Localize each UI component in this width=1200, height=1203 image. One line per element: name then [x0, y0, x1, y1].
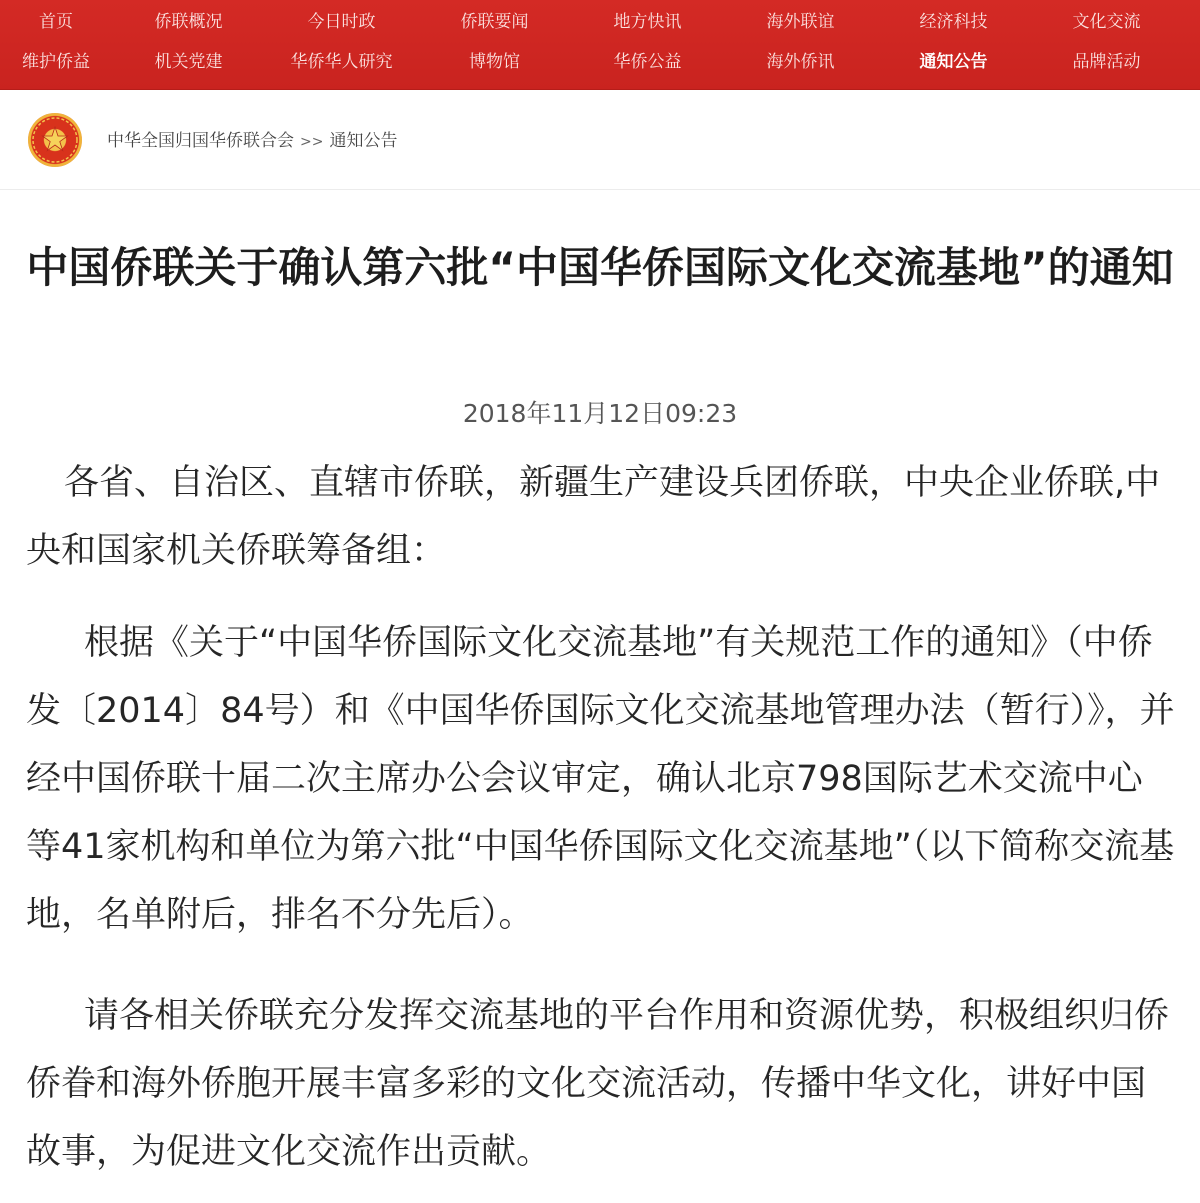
breadcrumb-current-link[interactable]: 通知公告 — [329, 131, 398, 151]
article-title: 中国侨联关于确认第六批“中国华侨国际文化交流基地”的通知 — [26, 243, 1174, 292]
top-navigation — [0, 0, 1200, 90]
nav-item-party-building[interactable]: 机关党建 — [154, 52, 223, 72]
nav-item-overseas-news[interactable]: 海外侨讯 — [766, 52, 835, 72]
nav-item-overview[interactable]: 侨联概况 — [154, 12, 223, 32]
nav-item-notices[interactable]: 通知公告 — [919, 52, 988, 72]
breadcrumb-home-link[interactable]: 中华全国归国华侨联合会 — [107, 131, 294, 151]
nav-item-news[interactable]: 侨联要闻 — [460, 12, 529, 32]
nav-row-1 — [0, 2, 1200, 42]
nav-item-museum[interactable]: 博物馆 — [469, 52, 520, 72]
breadcrumb-separator: >> — [300, 134, 324, 150]
breadcrumb — [107, 126, 397, 151]
article-paragraph-3: 请各相关侨联充分发挥交流基地的平台作用和资源优势，积极组织归侨侨眷和海外侨胞开展丰富多彩的文化交流活动，传播中华文化，讲好中国故事，为促进文化交流作出贡献。 — [26, 996, 1170, 1172]
nav-item-overseas-liaison[interactable]: 海外联谊 — [766, 12, 835, 32]
emblem-logo-icon[interactable] — [28, 113, 82, 167]
article-paragraph-1: 各省、自治区、直辖市侨联，新疆生产建设兵团侨联，中央企业侨联,中央和国家机关侨联筹备组： — [26, 463, 1161, 571]
nav-item-rights[interactable]: 维护侨益 — [22, 52, 90, 72]
nav-item-culture-exchange[interactable]: 文化交流 — [1072, 12, 1141, 32]
nav-item-economy-tech[interactable]: 经济科技 — [919, 12, 988, 32]
nav-item-charity[interactable]: 华侨公益 — [613, 52, 682, 72]
breadcrumb-bar — [0, 89, 1200, 190]
nav-item-current-affairs[interactable]: 今日时政 — [307, 12, 376, 32]
nav-row-2 — [0, 42, 1200, 82]
article-date: 2018年11月12日09:23 — [462, 399, 738, 428]
nav-item-brand-events[interactable]: 品牌活动 — [1072, 52, 1141, 72]
article-paragraph-2: 根据《关于“中国华侨国际文化交流基地”有关规范工作的通知》（中侨发〔2014〕84号）和《中国华侨国际文化交流基地管理办法（暂行）》，并经中国侨联十届二次主席办公会议审定，确认北京798国际艺术交流中心等41家机构和单位为第六批“中国华侨国际文化交流基地”（以下简称交流基地，名单附后，排名不分先后）。 — [26, 623, 1175, 935]
nav-item-research[interactable]: 华侨华人研究 — [290, 52, 393, 72]
nav-item-home[interactable]: 首页 — [39, 12, 73, 32]
nav-item-local-news[interactable]: 地方快讯 — [613, 12, 682, 32]
